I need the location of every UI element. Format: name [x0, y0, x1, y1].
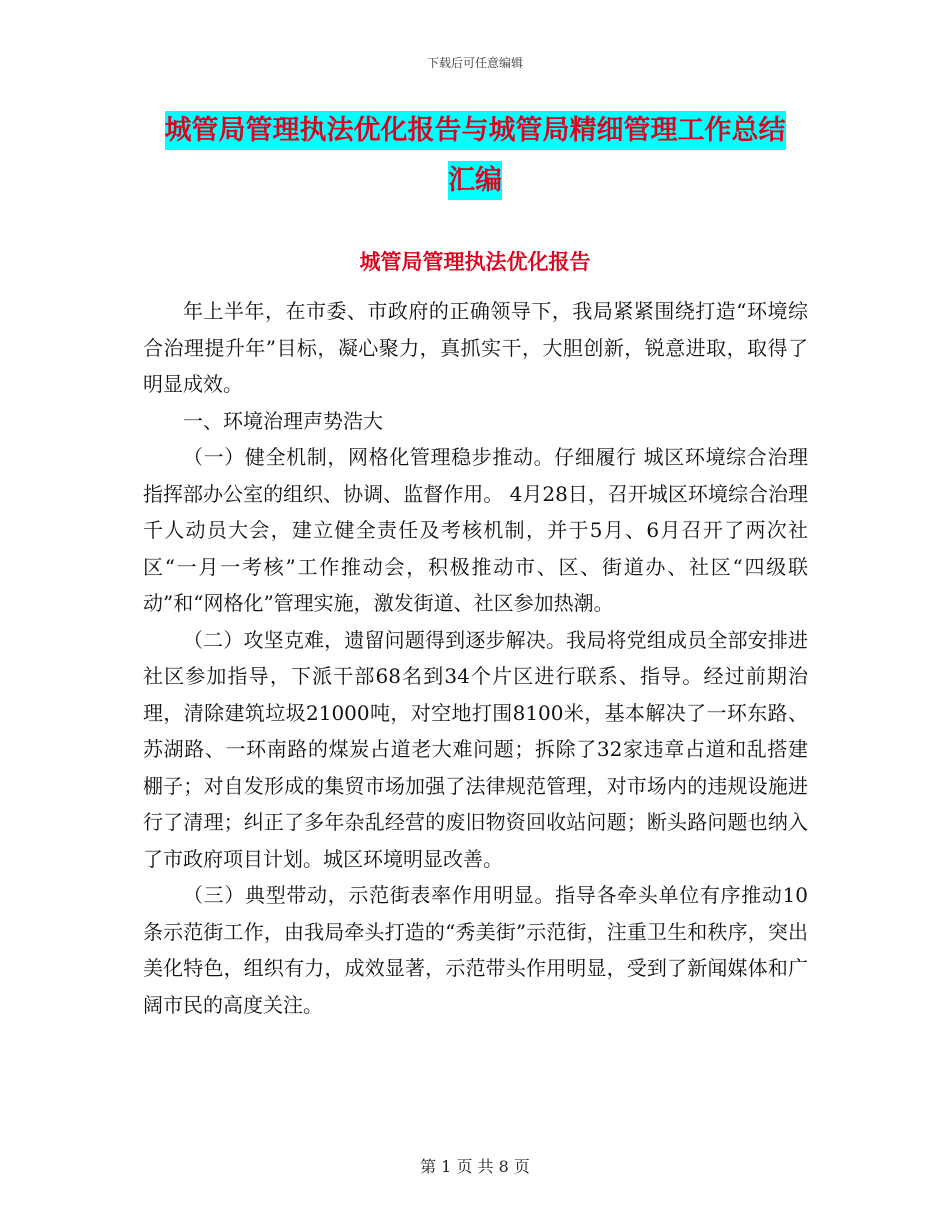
paragraph: （三）典型带动，示范街表率作用明显。指导各牵头单位有序推动10条示范街工作，由我局牵头打造的“秀美街”示范街，注重卫生和秩序，突出美化特色，组织有力，成效显著，示范带头作用明显，受到了新闻媒体和广阔市民的高度关注。 — [143, 883, 808, 1017]
document-title — [140, 106, 810, 206]
title-line-1: 城管局管理执法优化报告与城管局精细管理工作总结 — [165, 111, 786, 150]
paragraph: （一）健全机制，网格化管理稳步推动。仔细履行 城区环境综合治理指挥部办公室的组织、协调、监督作用。 4月28日，召开城区环境综合治理千人动员大会，建立健全责任及考核机制，并于5月、6月召开了两次社区“一月一考核”工作推动会，积极推动市、区、街道办、社区“四级联动”和“网格化”管理实施，激发街道、社区参加热潮。 — [143, 445, 808, 615]
paragraph: 年上半年，在市委、市政府的正确领导下，我局紧紧围绕打造“环境综合治理提升年”目标，凝心聚力，真抓实干，大胆创新，锐意进取，取得了明显成效。 — [143, 299, 808, 396]
document-body — [143, 293, 808, 1023]
section-title: 城管局管理执法优化报告 — [359, 249, 591, 274]
section-heading: 一、环境治理声势浩大 — [183, 408, 383, 433]
paragraph: （二）攻坚克难，遗留问题得到逐步解决。我局将党组成员全部安排进社区参加指导，下派干部68名到34个片区进行联系、指导。经过前期治理，清除建筑垃圾21000吨，对空地打围8100米，基本解决了一环东路、苏湖路、一环南路的煤炭占道老大难问题；拆除了32家违章占道和乱搭建棚子；对自发形成的集贸市场加强了法律规范管理，对市场内的违规设施进行了清理；纠正了多年杂乱经营的废旧物资回收站问题；断头路问题也纳入了市政府项目计划。城区环境明显改善。 — [143, 627, 808, 871]
header-note: 下载后可任意编辑 — [426, 56, 523, 70]
title-line-2: 汇编 — [448, 161, 502, 200]
page-number: 第 1 页 共 8 页 — [420, 1157, 530, 1176]
